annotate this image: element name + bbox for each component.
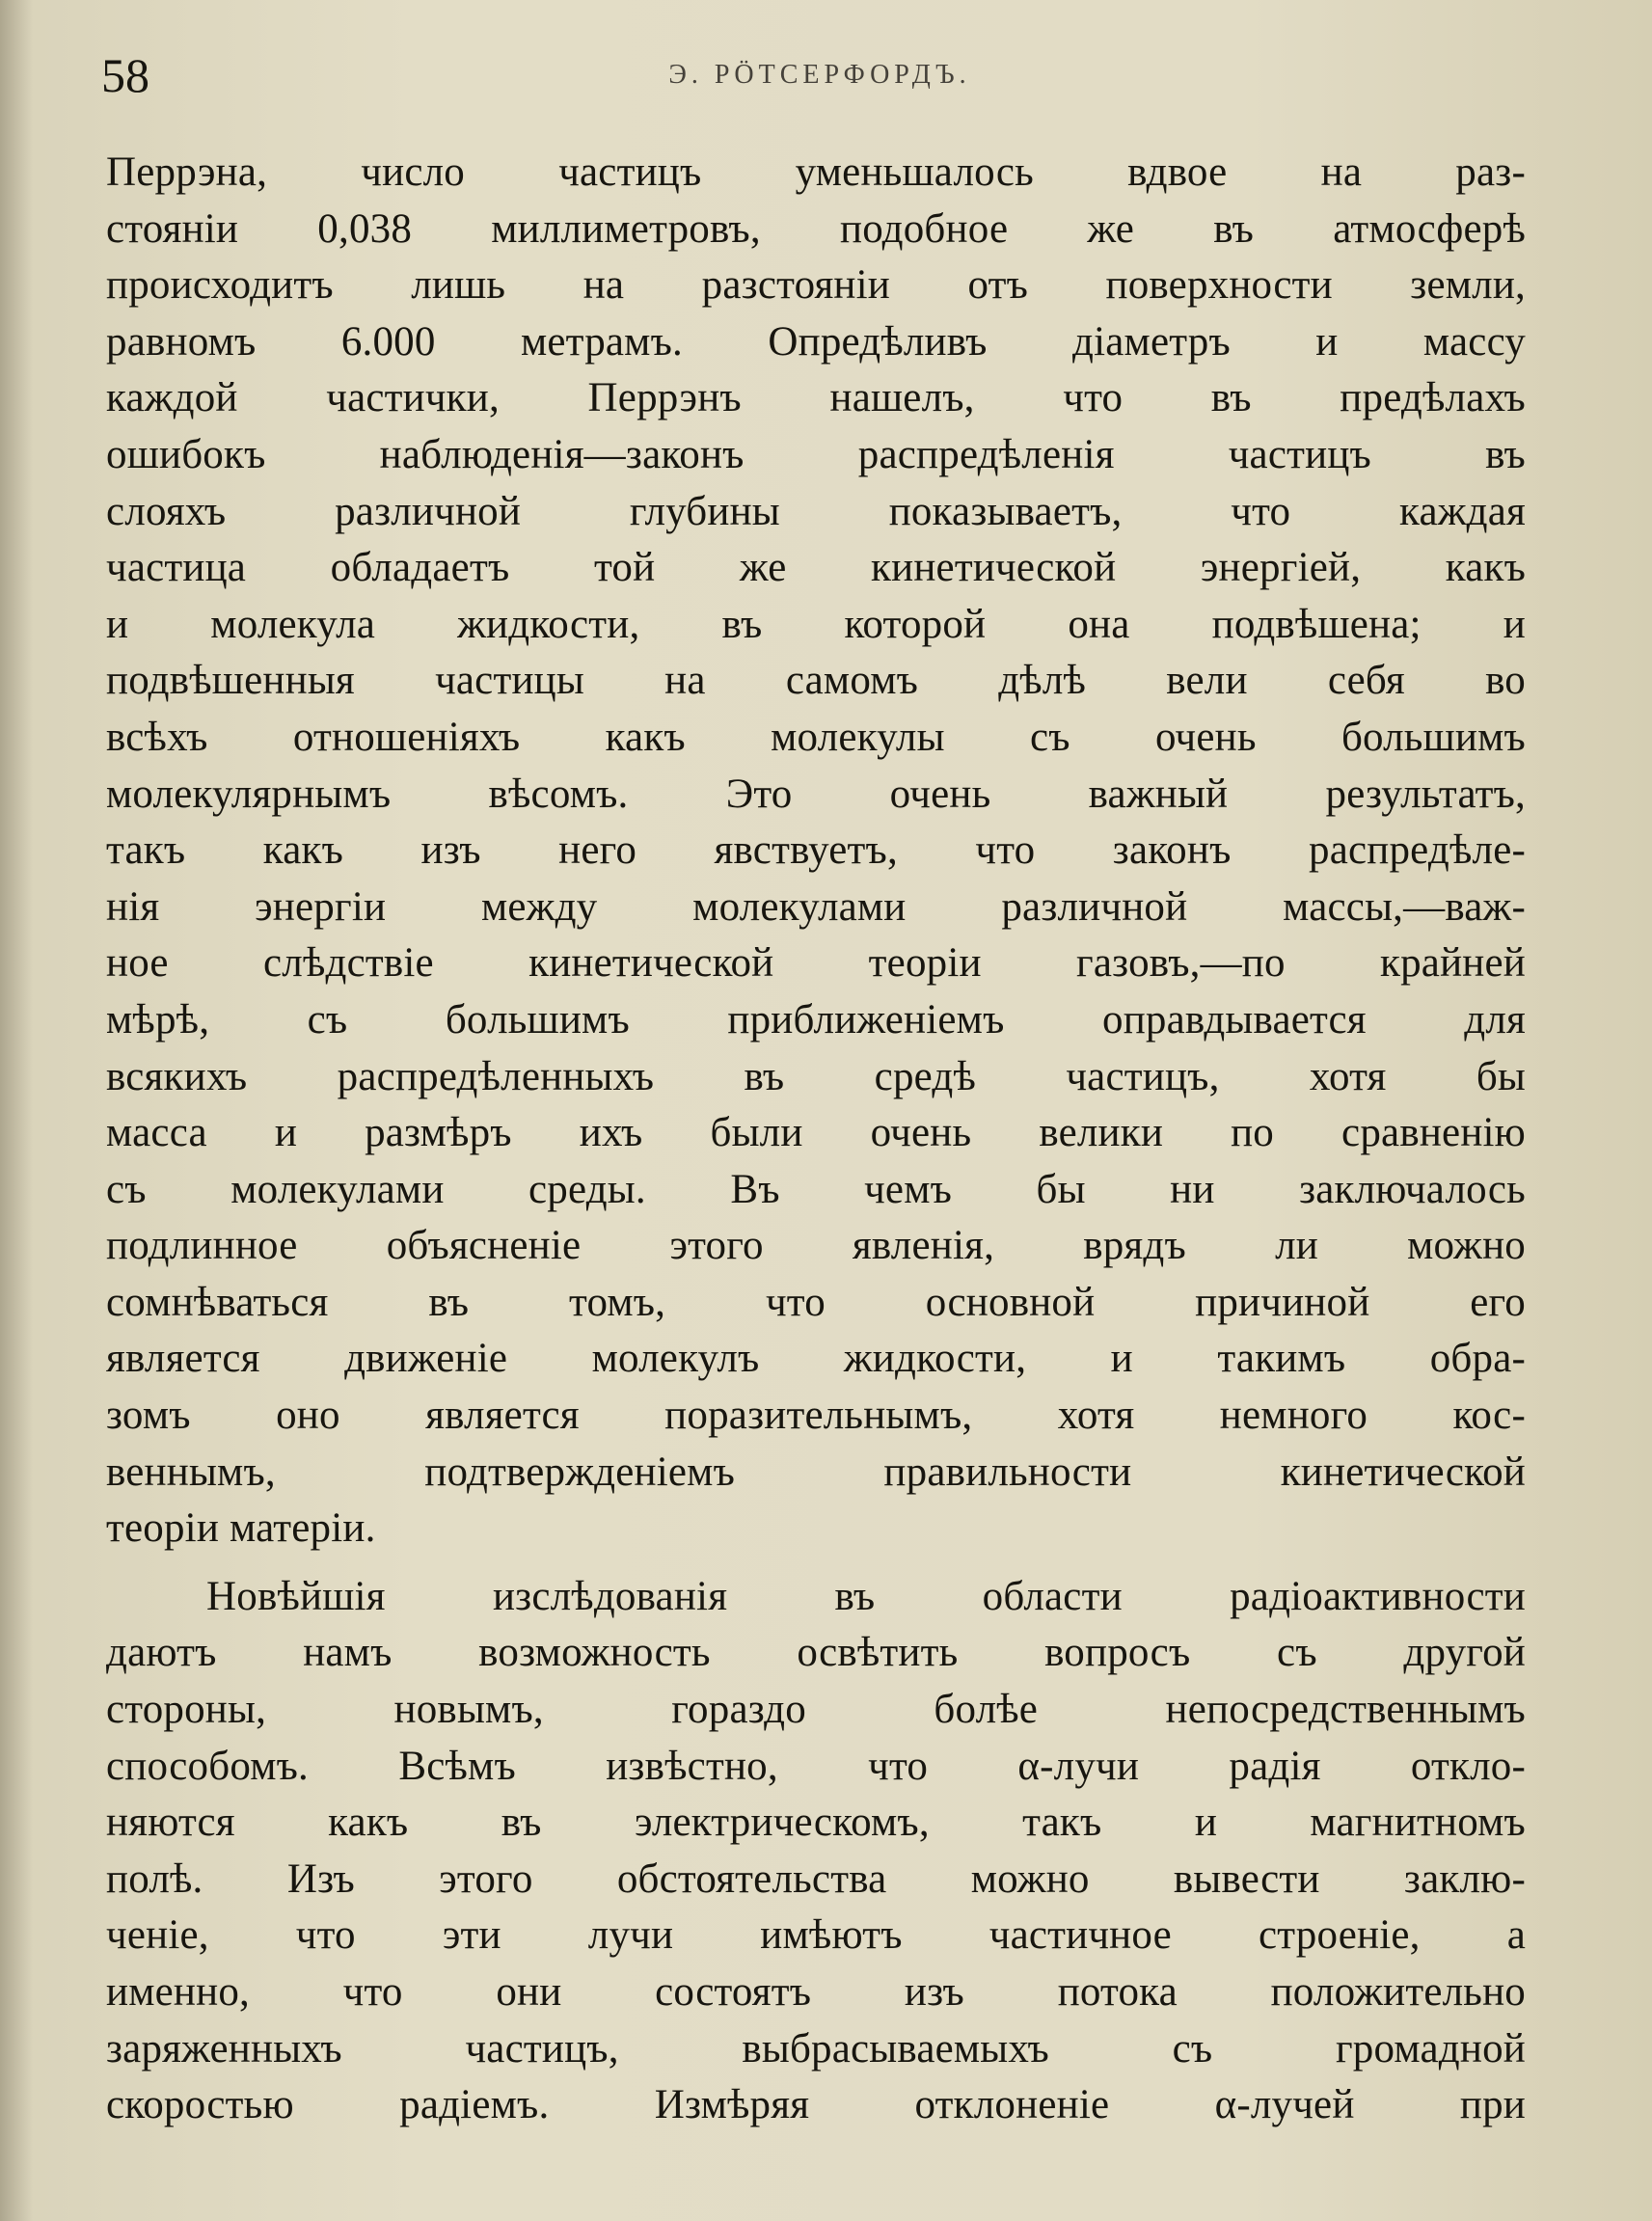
text-line: няются какъ въ электрическомъ, такъ и магнитномъ: [106, 1800, 1526, 1846]
text-line: полѣ. Изъ этого обстоятельства можно вывести заклю-: [106, 1855, 1526, 1902]
page-header: [101, 46, 1538, 104]
text-line: ное слѣдствіе кинетической теоріи газовъ,—по крайней: [106, 940, 1526, 987]
page-gutter-shadow: [0, 0, 33, 2221]
text-line: происходитъ лишь на разстояніи отъ поверхности земли,: [106, 262, 1526, 309]
paragraph-2: [106, 1569, 1526, 2134]
text-line: веннымъ, подтвержденіемъ правильности кинетической: [106, 1449, 1526, 1495]
text-line: стороны, новымъ, гораздо болѣе непосредственнымъ: [106, 1687, 1526, 1733]
text-line: ошибокъ наблюденія—законъ распредѣленія частицъ въ: [106, 431, 1526, 477]
text-line: ченіе, что эти лучи имѣютъ частичное строеніе, а: [106, 1912, 1526, 1959]
text-line: всѣхъ отношеніяхъ какъ молекулы съ очень большимъ: [106, 714, 1526, 760]
text-line: Новѣйшія изслѣдованія въ области радіоактивности: [206, 1573, 1526, 1619]
text-line: каждой частички, Перрэнъ нашелъ, что въ предѣлахъ: [106, 375, 1526, 421]
text-line: сомнѣваться въ томъ, что основной причиной его: [106, 1279, 1526, 1325]
text-line: подвѣшенныя частицы на самомъ дѣлѣ вели себя во: [106, 658, 1526, 704]
text-line: зомъ оно является поразительнымъ, хотя немного кос-: [106, 1393, 1526, 1439]
text-line: подлинное объясненіе этого явленія, врядъ ли можно: [106, 1223, 1526, 1269]
text-line: мѣрѣ, съ большимъ приближеніемъ оправдывается для: [106, 996, 1526, 1043]
text-line: и молекула жидкости, въ которой она подвѣшена; и: [106, 601, 1526, 647]
text-line: является движеніе молекулъ жидкости, и такимъ обра-: [106, 1336, 1526, 1382]
text-line: молекулярнымъ вѣсомъ. Это очень важный результатъ,: [106, 771, 1526, 817]
text-line: стояніи 0,038 миллиметровъ, подобное же въ атмосферѣ: [106, 205, 1526, 252]
text-line: теоріи матеріи.: [106, 1505, 376, 1552]
paragraph-1: [106, 145, 1526, 1557]
text-line: слояхъ различной глубины показываетъ, что каждая: [106, 488, 1526, 534]
text-line: Перрэна, число частицъ уменьшалось вдвое на раз-: [106, 149, 1526, 195]
paragraph-spacer: [106, 1557, 1526, 1569]
text-line: масса и размѣръ ихъ были очень велики по сравненію: [106, 1110, 1526, 1156]
text-line: частица обладаетъ той же кинетической энергіей, какъ: [106, 545, 1526, 591]
text-line: всякихъ распредѣленныхъ въ средѣ частицъ, хотя бы: [106, 1053, 1526, 1099]
text-line: такъ какъ изъ него явствуетъ, что законъ распредѣле-: [106, 827, 1526, 874]
text-line: именно, что они состоятъ изъ потока положительно: [106, 1969, 1526, 2015]
text-line: способомъ. Всѣмъ извѣстно, что α-лучи радія откло-: [106, 1743, 1526, 1789]
text-line: съ молекулами среды. Въ чемъ бы ни заключалось: [106, 1166, 1526, 1212]
text-line: скоростью радіемъ. Измѣряя отклоненіе α-лучей при: [106, 2082, 1526, 2128]
text-line: равномъ 6.000 метрамъ. Опредѣливъ діаметръ и массу: [106, 318, 1526, 365]
body-text: [106, 145, 1526, 2134]
text-line: нія энергіи между молекулами различной массы,—важ-: [106, 883, 1526, 930]
text-line: даютъ намъ возможность освѣтить вопросъ съ другой: [106, 1630, 1526, 1676]
page-number: 58: [101, 48, 149, 102]
text-line: заряженныхъ частицъ, выбрасываемыхъ съ громадной: [106, 2025, 1526, 2072]
running-head: Э. РÖТСЕРФОРДЪ.: [668, 60, 971, 90]
